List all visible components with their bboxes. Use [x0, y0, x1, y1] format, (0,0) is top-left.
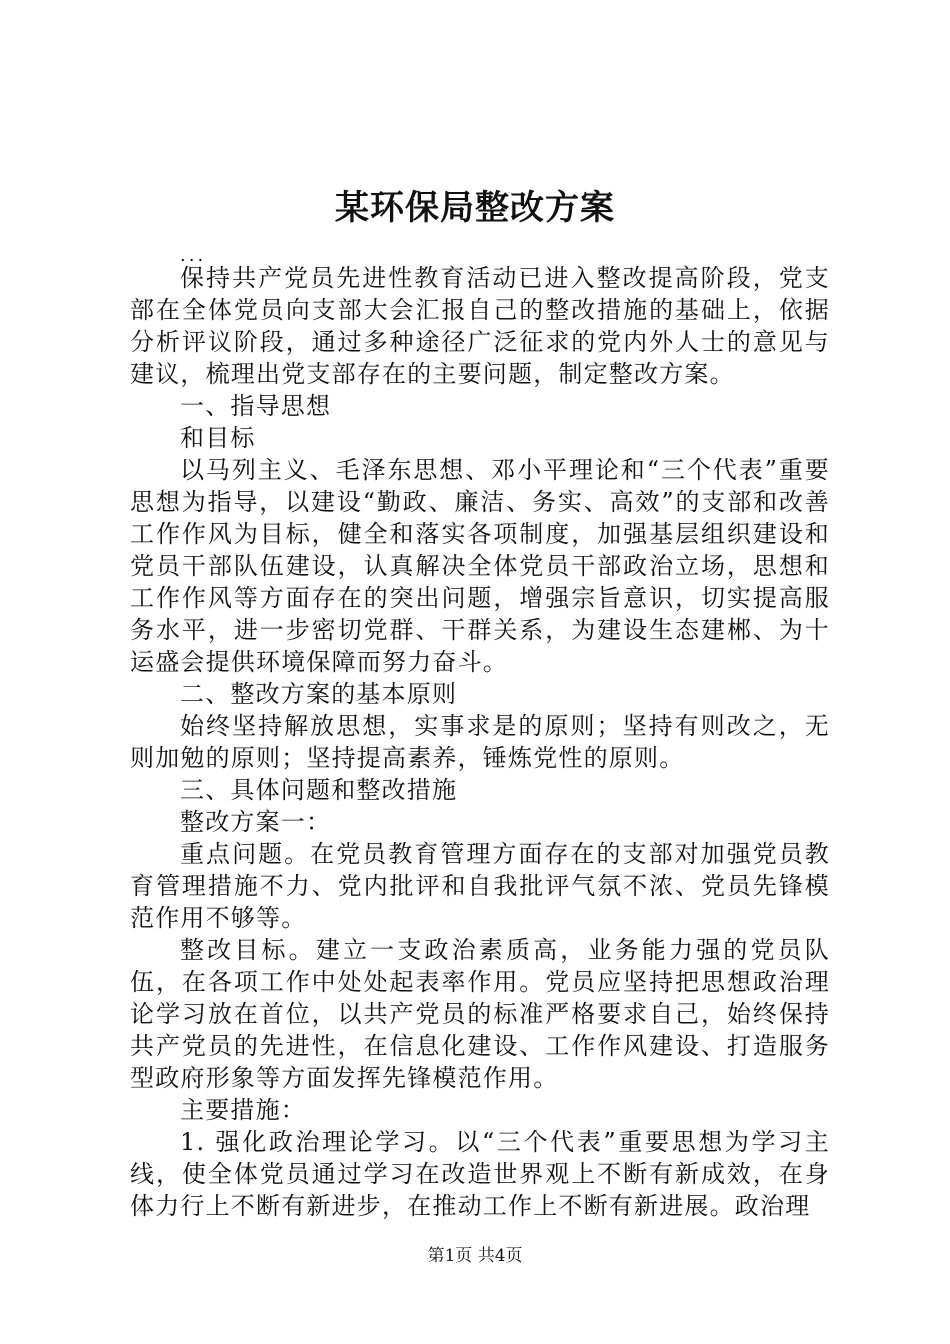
paragraph-key-problems: 重点问题。在党员教育管理方面存在的支部对加强党员教育管理措施不力、党内批评和自我批评气氛不浓、党员先锋模范作用不够等。 [130, 840, 830, 932]
ellipsis-mark: ... [180, 245, 207, 266]
document-body [130, 262, 830, 1222]
heading-basic-principles: 二、整改方案的基本原则 [180, 680, 458, 708]
paragraph-intro: 保持共产党员先进性教育活动已进入整改提高阶段，党支部在全体党员向支部大会汇报自己的整改措施的基础上，依据分析评议阶段，通过多种途径广泛征求的党内外人士的意见与建议，梳理出党支部存在的主要问题，制定整改方案。 [130, 264, 830, 388]
page-footer: 第1页 共4页 [427, 1246, 523, 1266]
paragraph-guiding-ideology: 以马列主义、毛泽东思想、邓小平理论和“三个代表”重要思想为指导，以建设“勤政、廉洁、务实、高效”的支部和改善工作作风为目标，健全和落实各项制度，加强基层组织建设和党员干部队伍建设，认真解决全体党员干部政治立场，思想和工作作风等方面存在的突出问题，增强宗旨意识，切实提高服务水平，进一步密切党群、干群关系，为建设生态建郴、为十运盛会提供环境保障而努力奋斗。 [130, 456, 830, 676]
heading-guiding-ideology: 一、指导思想 [180, 392, 332, 420]
heading-plan-one: 整改方案一： [180, 808, 332, 836]
heading-main-measures: 主要措施： [180, 1096, 306, 1124]
paragraph-rectification-goal: 整改目标。建立一支政治素质高，业务能力强的党员队伍，在各项工作中处处起表率作用。党员应坚持把思想政治理论学习放在首位，以共产党员的标准严格要求自己，始终保持共产党员的先进性，在信息化建设、工作作风建设、打造服务型政府形象等方面发挥先锋模范作用。 [130, 936, 830, 1092]
document-title: 某环保局整改方案 [335, 188, 615, 228]
paragraph-measure-one: 1. 强化政治理论学习。以“三个代表”重要思想为学习主线，使全体党员通过学习在改造世界观上不断有新成效，在身体力行上不断有新进步，在推动工作上不断有新进展。政治理 [130, 1128, 830, 1220]
heading-specific-problems: 三、具体问题和整改措施 [180, 776, 458, 804]
paragraph-basic-principles: 始终坚持解放思想，实事求是的原则；坚持有则改之，无则加勉的原则；坚持提高素养，锤炼党性的原则。 [130, 712, 830, 772]
heading-guiding-ideology-continued: 和目标 [180, 424, 256, 452]
